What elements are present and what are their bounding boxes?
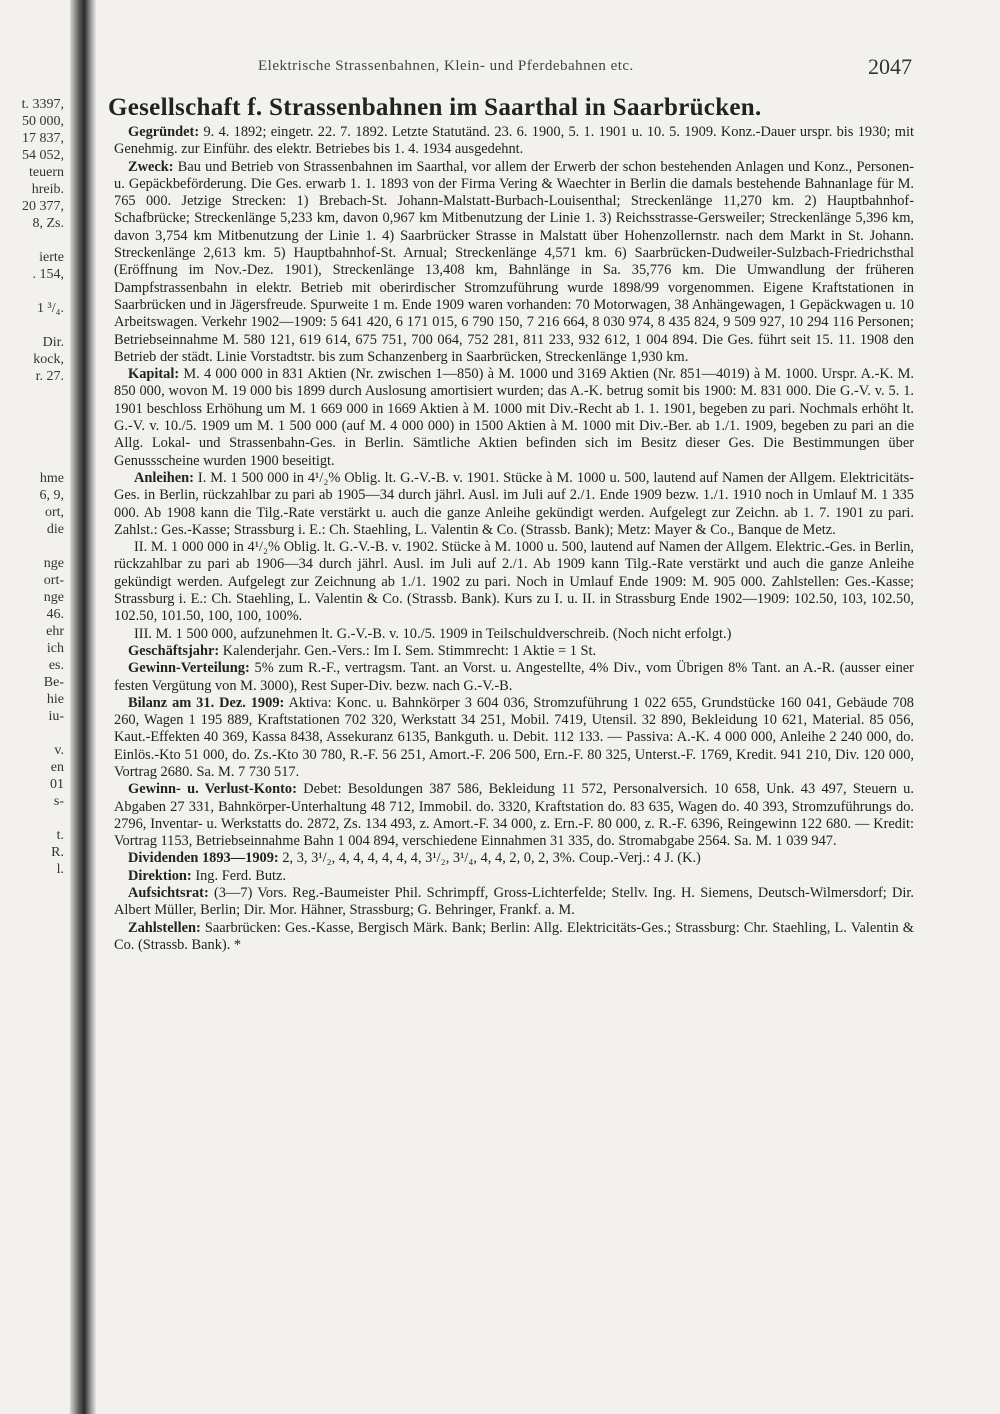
margin-line: die [46, 522, 64, 537]
margin-line [0, 402, 70, 419]
margin-line: hme [39, 471, 64, 486]
section-text: 5% zum R.-F., vertragsm. Tant. an Vorst. u. Angestellte, 4% Div., vom Übrigen 8% Tant. an A.-R. (ausser einer festen Vergütung von M. 3000), Rest Super-Div. bezw. nach G.-V.-B. [114, 660, 914, 694]
section-anleihe-2 [114, 539, 914, 625]
section-label: Gewinn-Verteilung: [128, 660, 250, 677]
margin-line [0, 538, 70, 555]
margin-line: r. 27. [35, 369, 64, 384]
margin-line [0, 385, 70, 402]
margin-line: ich [46, 641, 64, 656]
section-text: 9. 4. 1892; eingetr. 22. 7. 1892. Letzte Statutänd. 23. 6. 1900, 5. 1. 1901 u. 10. 5. 1909. Konz.-Dauer urspr. bis 1930; mit Genehmig. zur Einführ. des elektr. Betriebes bis 1. 4. 1934 ausgedehnt. [114, 124, 914, 158]
section-text: Aktiva: Konc. u. Bahnkörper 3 604 036, Stromzuführung 1 022 655, Grundstücke 160 041, Gebäude 708 260, Wagen 1 195 889, Kraftstationen 702 320, Werkstatt 34 251, Mobil. 7419, Utensil. 32 890, Bekleidung 10 621, Material. 85 056, Kaut.-Effekten 40 369, Kassa 8438, Assekuranz 6135, Bankguth. u. Debit. 112 133. — Passiva: A.-K. 4 000 000, Anleihe 2 240 000, do. Einlös.-Kto 51 000, do. Zs.-Kto 30 780, R.-F. 56 251, Amort.-F. 206 500, Ern.-F. 80 325, Unterst.-F. 1769, Kredit. 941 210, Div. 120 000, Vortrag 2680. Sa. M. 7 730 517. [114, 694, 914, 780]
margin-line: 01 [50, 777, 64, 792]
article-body [114, 124, 914, 954]
section-text: Kalenderjahr. Gen.-Vers.: Im I. Sem. Stimmrecht: 1 Aktie = 1 St. [222, 642, 597, 659]
section-label: Gegründet: [128, 124, 200, 140]
margin-line: 20 377, [22, 199, 64, 214]
margin-line: nge [43, 556, 64, 571]
margin-line [0, 453, 70, 470]
section-label: Zahlstellen: [128, 919, 201, 936]
margin-line: 54 052, [22, 148, 64, 163]
margin-line: ort- [43, 573, 64, 588]
margin-line: t. 3397, [21, 97, 64, 112]
section-text: 2, 3, 3¹/₂, 4, 4, 4, 4, 4, 4, 3¹/₂, 3¹/₄, 4, 4, 2, 0, 2, 3%. Coup.-Verj.: 4 J. (K.) [282, 850, 701, 867]
section-aufsichtsrat [114, 885, 914, 920]
section-geschaeftsjahr [114, 643, 914, 660]
section-label: Aufsichtsrat: [128, 885, 209, 902]
section-gegruendet [114, 124, 914, 159]
section-zahlstellen [114, 920, 914, 955]
margin-line: es. [48, 658, 64, 673]
margin-line [0, 283, 70, 300]
margin-line: teuern [29, 165, 64, 180]
left-margin-column [0, 96, 70, 1096]
section-text: III. M. 1 500 000, aufzunehmen lt. G.-V.-B. v. 10./5. 1909 in Teilschuldverschreib. (Noch nicht erfolgt.) [134, 625, 732, 642]
margin-line: kock, [33, 352, 64, 367]
section-gewinn-verteilung [114, 660, 914, 695]
margin-line: l. [56, 862, 64, 877]
margin-line: ierte [39, 250, 64, 265]
section-label: Gewinn- u. Verlust-Konto: [128, 781, 297, 798]
section-zweck [114, 159, 914, 367]
margin-line: v. [54, 743, 64, 758]
margin-line: 50 000, [22, 114, 64, 129]
margin-line [0, 419, 70, 436]
margin-line [0, 232, 70, 249]
section-text: (3—7) Vors. Reg.-Baumeister Phil. Schrimpff, Gross-Lichterfelde; Stellv. Ing. H. Siemens, Deutsch-Wilmersdorf; Dir. Albert Müller, Berlin; Dir. Mor. Hähner, Strassburg; G. Behringer, Frankf. a. M. [114, 885, 914, 919]
margin-line: . 154, [32, 267, 64, 282]
section-label: Zweck: [128, 158, 174, 175]
margin-line: Dir. [42, 335, 64, 350]
section-anleihe-3 [114, 626, 914, 643]
margin-line: Be- [43, 675, 64, 690]
section-gewinn-verlust [114, 781, 914, 850]
section-text: M. 4 000 000 in 831 Aktien (Nr. zwischen 1—850) à M. 1000 und 3169 Aktien (Nr. 851—4019) à M. 1000. Urspr. A.-K. M. 850 000, wovon M. 19 000 bis 1899 durch Auslosung amortisiert wurden; das A.-K. betrug somit bis 1900: M. 831 000. Die G.-V. v. 5. 1. 1901 beschloss Erhöhung um M. 1 669 000 in 1669 Aktien à M. 1000 mit Div.-Recht ab 1. 1. 1901, begeben zu pari. Nochmals erhöht lt. G.-V. v. 10./5. 1909 um M. 1 500 000 (auf M. 4 000 000) in 1500 Aktien à M. 1000 mit Div.-Ber. ab 1./1. 1909, begeben zu pari an die Allg. Lokal- und Strassenbahn-Ges. in Berlin. Sämtliche Aktien befinden sich im Besitz dieser Ges. Die Bestimmungen über Genussscheine wurden 1900 beseitigt. [114, 366, 914, 469]
margin-line: nge [43, 590, 64, 605]
section-kapital [114, 366, 914, 470]
section-label: Geschäftsjahr: [128, 642, 220, 659]
section-dividenden [114, 850, 914, 867]
section-text: I. M. 1 500 000 in 4¹/₂% Oblig. lt. G.-V.-B. v. 1901. Stücke à M. 1000 u. 500, lautend auf Namen der Allgem. Elektricitäts-Ges. in Berlin, rückzahlbar zu pari ab 1905—34 durch jährl. Ausl. im Juli auf 2./1. Ende 1909 bezw. 1./1. 1910 noch in Umlauf M. 1 335 000. Ab 1908 kann die Tilg.-Rate verstärkt u. auch die ganze Anleihe gekündigt werden. Aufgelegt zur Zeichn. ab 1. 7. 1901 zu pari. Zahlst.: Ges.-Kasse; Strassburg i. E.: Ch. Staehling, L. Valentin & Co. (Strassb. Bank); Metz: Mayer & Co., Banque de Metz. [114, 469, 914, 538]
section-label: Bilanz am 31. Dez. 1909: [128, 694, 285, 711]
section-anleihen [114, 470, 914, 539]
margin-line [0, 725, 70, 742]
margin-line: ehr [46, 624, 64, 639]
running-header: Elektrische Strassenbahnen, Klein- und Pferdebahnen etc. [258, 58, 634, 74]
page-title: Gesellschaft f. Strassenbahnen im Saarthal in Saarbrücken. [108, 94, 762, 121]
margin-line: 1 ³/₄. [37, 301, 64, 316]
section-bilanz [114, 695, 914, 781]
margin-line: hreib. [31, 182, 64, 197]
margin-line: 6, 9, [39, 488, 64, 503]
section-text: Ing. Ferd. Butz. [195, 867, 287, 884]
margin-line: hie [46, 692, 64, 707]
section-label: Anleihen: [134, 469, 194, 486]
book-spine-gutter [70, 0, 96, 1414]
margin-line: iu- [48, 709, 64, 724]
margin-line [0, 436, 70, 453]
section-label: Dividenden 1893—1909: [128, 850, 279, 867]
section-text: Saarbrücken: Ges.-Kasse, Bergisch Märk. Bank; Berlin: Allg. Elektricitäts-Ges.; Strassburg: Chr. Staehling, L. Valentin & Co. (Strassb. Bank). * [114, 919, 914, 953]
margin-line: en [50, 760, 64, 775]
margin-line: 46. [46, 607, 64, 622]
margin-line: 17 837, [22, 131, 64, 146]
margin-line [0, 810, 70, 827]
margin-line: R. [51, 845, 64, 860]
section-text: Debet: Besoldungen 387 586, Bekleidung 11 572, Personalversich. 10 658, Unk. 43 497, Steuern u. Abgaben 27 331, Bahnkörper-Unterhaltung 48 712, Immobil. do. 3320, Kraftstation do. 83 635, Wagen do. 40 393, Stromzuführungs do. 2796, Inventar- u. Werkstatts do. 2872, Zs. 134 493, z. Amort.-F. 34 000, z. Ern.-F. 80 000, z. R.-F. 6396, Reingewinn 122 680. — Kredit: Vortrag 1153, Betriebseinnahme Bahn 1 004 894, verschiedene Einnahmen 31 335, do. Stromabgabe 2564. Sa. M. 1 039 947. [114, 781, 914, 850]
margin-line: 8, Zs. [32, 216, 64, 231]
margin-line: t. [56, 828, 64, 843]
section-label: Direktion: [128, 867, 192, 884]
section-label: Kapital: [128, 366, 180, 383]
section-text: II. M. 1 000 000 in 4¹/₂% Oblig. lt. G.-V.-B. v. 1902. Stücke à M. 1000 u. 500, lautend auf Namen der Allgem. Elektric.-Ges. in Berlin, rückzahlbar zu pari ab 1906—34 durch jährl. Ausl. im Juli auf 2./1. Ab 1909 kann Tilg.-Rate verstärkt und auch die ganze Anleihe gekündigt werden. Aufgelegt zur Zeichnung ab 1./1. 1902 zu pari. Noch in Umlauf Ende 1909: M. 905 000. Zahlstellen: Ges.-Kasse; Strassburg i. E.: Ch. Staehling, L. Valentin & Co. (Strassb. Bank). Kurs zu I. u. II. in Strassburg Ende 1902—1909: 102.50, 103, 102.50, 102.50, 101.50, 100, 100, 100%. [114, 539, 914, 625]
margin-line: ort, [44, 505, 64, 520]
page-number: 2047 [868, 54, 912, 79]
margin-line: s- [53, 794, 64, 809]
section-text: Bau und Betrieb von Strassenbahnen im Saarthal, vor allem der Erwerb der schon bestehenden Anlagen und Konz., Personen- u. Gepäckbeförderung. Die Ges. erwarb 1. 1. 1893 von der Firma Vering & Waechter in Berlin die damals bestehende Bahnanlage für M. 765 000. Jetzige Strecken: 1) Brebach-St. Johann-Malstatt-Burbach-Louisenthal; Streckenlänge 11,270 km. 2) Hauptbahnhof-Schafbrücke; Streckenlänge 5,233 km, davon 0,967 km Mitbenutzung der Linie 1. 3) Reichsstrasse-Gersweiler; Streckenlänge 5,396 km, davon 3,754 km Mitbenutzung der Linie 1. 4) Saarbrücker Strasse in Malstatt über Hohenzollernstr. nach dem Markt in St. Johann. Streckenlänge 2,613 km. 5) Hauptbahnhof-St. Arnual; Streckenlänge 4,571 km. 6) Saarbrücken-Dudweiler-Sulzbach-Friedrichsthal (Eröffnung im Nov.-Dez. 1901), Streckenlänge 13,408 km, Bahnlänge in Sa. 35,776 km. Die Umwandlung der früheren Dampfstrassenbahn in elektr. Betrieb mit oberirdischer Stromzuführung wurde 1898/99 vorgenommen. Eigene Kraftstationen in Saarbrücken und in Jägersfreude. Spurweite 1 m. Ende 1909 waren vorhanden: 70 Motorwagen, 38 Anhängewagen, 1 Gepäckwagen u. 10 Arbeitswagen. Verkehr 1902—1909: 5 641 420, 6 171 015, 6 790 150, 7 216 664, 8 030 974, 8 435 824, 9 509 927, 10 294 116 Personen; Betriebseinnahme M. 580 121, 619 614, 675 751, 700 064, 752 281, 811 233, 932 612, 1 004 894. Die Ges. führt seit 15. 11. 1908 den Betrieb der städt. Linie Vorstadtstr. bis zum Schanzenberg in Saarbrücken, Streckenlänge 1,930 km. [114, 158, 914, 365]
margin-line [0, 317, 70, 334]
section-direktion [114, 868, 914, 885]
